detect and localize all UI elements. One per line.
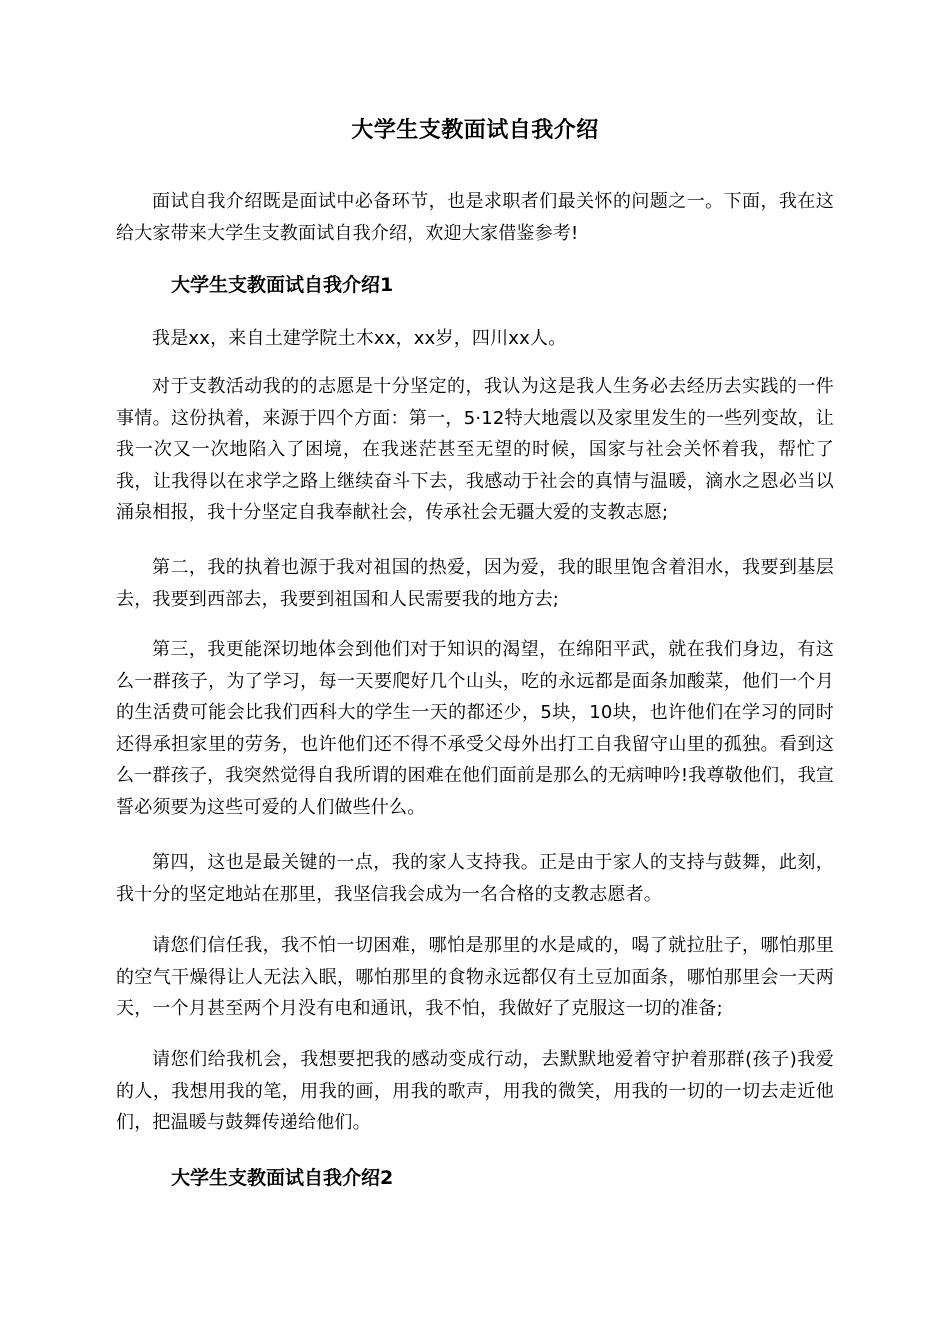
paragraph-3: 第二，我的执着也源于我对祖国的热爱，因为爱，我的眼里饱含着泪水，我要到基层去，我要到西部去，我要到祖国和人民需要我的地方去; xyxy=(116,557,834,610)
document-title: 大学生支教面试自我介绍 xyxy=(351,118,599,143)
paragraph-6: 请您们信任我，我不怕一切困难，哪怕是那里的水是咸的，喝了就拉肚子，哪怕那里的空气干燥得让人无法入眠，哪怕那里的食物永远都仅有土豆加面条，哪怕那里会一天两天，一个月甚至两个月没有电和通讯，我不怕，我做好了克服这一切的准备; xyxy=(116,935,834,1020)
paragraph-5: 第四，这也是最关键的一点，我的家人支持我。正是由于家人的支持与鼓舞，此刻，我十分的坚定地站在那里，我坚信我会成为一名合格的支教志愿者。 xyxy=(116,852,834,905)
section-heading-1: 大学生支教面试自我介绍1 xyxy=(171,274,394,296)
paragraph-4: 第三，我更能深切地体会到他们对于知识的渴望，在绵阳平武，就在我们身边，有这么一群孩子，为了学习，每一天要爬好几个山头，吃的永远都是面条加酸菜，他们一个月的生活费可能会比我们西科大的学生一天的都还少，5块，10块，也许他们在学习的同时还得承担家里的劳务，也许他们还不得不承受父母外出打工自我留守山里的孤独。看到这么一群孩子，我突然觉得自我所谓的困难在他们面前是那么的无病呻吟!我尊敬他们，我宣誓必须要为这些可爱的人们做些什么。 xyxy=(116,639,834,818)
paragraph-1: 我是xx，来自土建学院土木xx，xx岁，四川xx人。 xyxy=(152,328,567,349)
section-heading-2: 大学生支教面试自我介绍2 xyxy=(171,1167,394,1189)
paragraph-7: 请您们给我机会，我想要把我的感动变成行动，去默默地爱着守护着那群(孩子)我爱的人，我想用我的笔，用我的画，用我的歌声，用我的微笑，用我的一切的一切去走近他们，把温暖与鼓舞传递给他们。 xyxy=(116,1049,834,1134)
intro-paragraph: 面试自我介绍既是面试中必备环节，也是求职者们最关怀的问题之一。下面，我在这给大家带来大学生支教面试自我介绍，欢迎大家借鉴参考! xyxy=(116,191,834,244)
paragraph-2: 对于支教活动我的的志愿是十分坚定的，我认为这是我人生务必去经历去实践的一件事情。这份执着，来源于四个方面：第一，5·12特大地震以及家里发生的一些列变故，让我一次又一次地陷入了困境，在我迷茫甚至无望的时候，国家与社会关怀着我，帮忙了我，让我得以在求学之路上继续奋斗下去，我感动于社会的真情与温暖，滴水之恩必当以涌泉相报，我十分坚定自我奉献社会，传承社会无疆大爱的支教志愿; xyxy=(116,376,834,524)
